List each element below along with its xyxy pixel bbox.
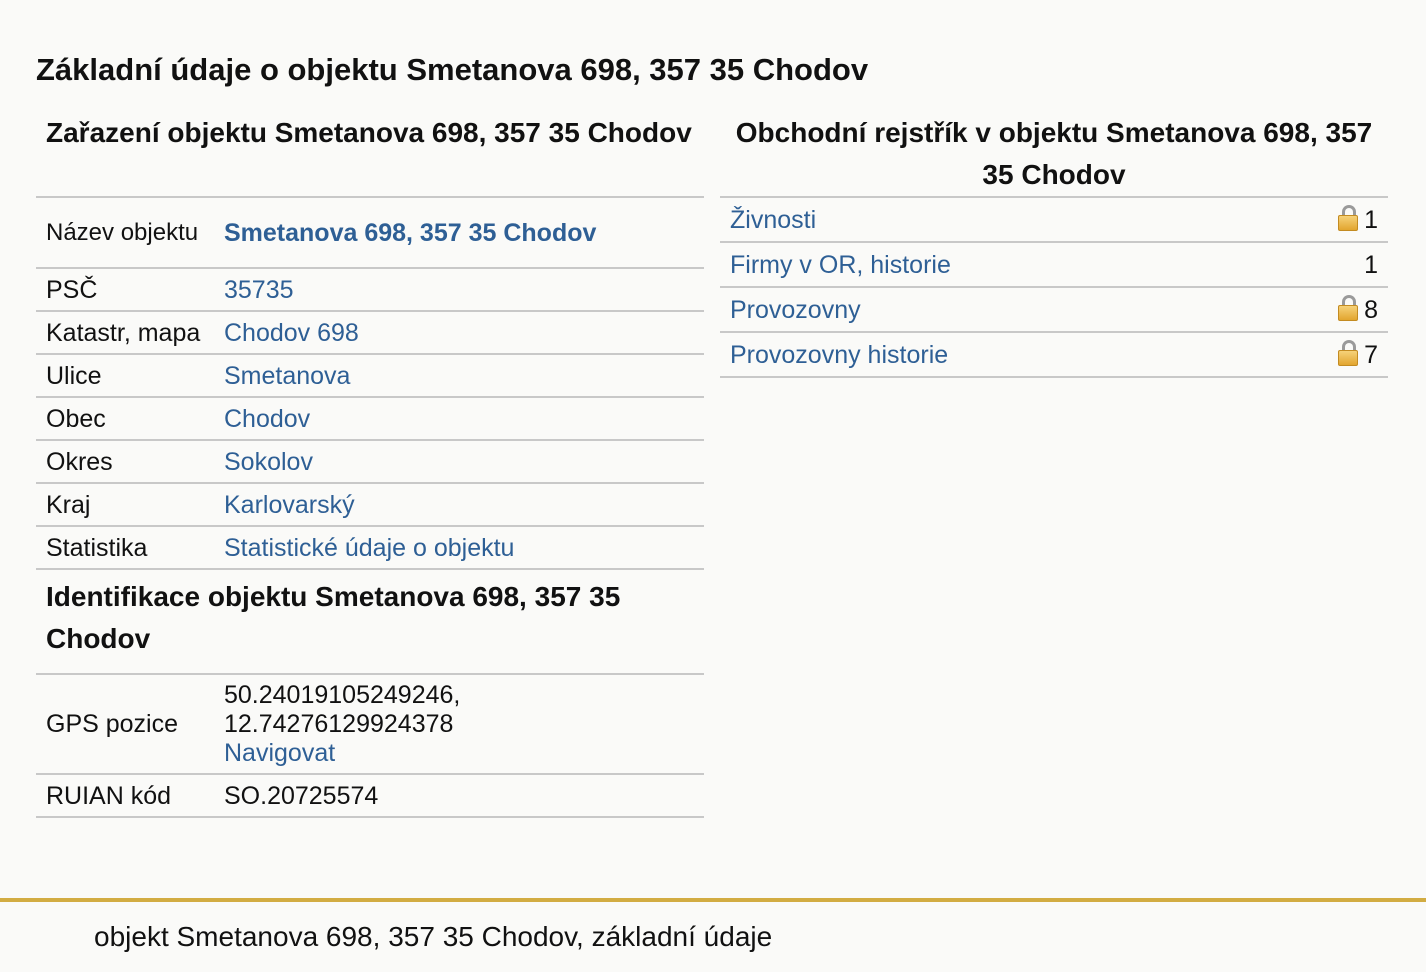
table-row (36, 268, 704, 311)
lock-icon (1338, 295, 1358, 321)
street-link[interactable]: Smetanova (224, 361, 351, 390)
gps-latitude: 50.24019105249246, (224, 680, 461, 709)
region-link[interactable]: Karlovarský (224, 490, 355, 519)
establishments-history-link[interactable]: Provozovny historie (730, 340, 949, 369)
row-label: Kraj (36, 483, 224, 526)
row-label: Obec (36, 397, 224, 440)
establishments-count: 8 (1364, 296, 1378, 324)
right-column (720, 112, 1388, 378)
row-label: GPS pozice (36, 674, 224, 774)
footer-text: objekt Smetanova 698, 357 35 Chodov, základní údaje (94, 921, 773, 952)
municipality-link[interactable]: Chodov (224, 404, 311, 433)
row-label: RUIAN kód (36, 774, 224, 817)
row-label: Okres (36, 440, 224, 483)
row-label: Katastr, mapa (36, 311, 224, 354)
trades-count: 1 (1364, 206, 1378, 234)
object-name-link[interactable]: Smetanova 698, 357 35 Chodov (224, 218, 597, 247)
left-column (36, 112, 704, 818)
footer-divider (0, 898, 1426, 902)
row-label: Ulice (36, 354, 224, 397)
navigate-link[interactable]: Navigovat (224, 738, 336, 767)
table-row (36, 674, 704, 774)
cadastre-map-link[interactable]: Chodov 698 (224, 318, 359, 347)
page-title: Základní údaje o objektu Smetanova 698, 357 35 Chodov (36, 52, 869, 87)
lock-icon (1338, 205, 1358, 231)
classification-table (36, 196, 704, 570)
gps-longitude: 12.74276129924378 (224, 709, 454, 738)
establishments-link[interactable]: Provozovny (730, 295, 861, 324)
postal-code-link[interactable]: 35735 (224, 275, 294, 304)
classification-title: Zařazení objektu Smetanova 698, 357 35 Chodov (46, 117, 692, 148)
ruian-code: SO.20725574 (224, 774, 704, 817)
row-label: PSČ (36, 268, 224, 311)
table-row (36, 354, 704, 397)
table-row (36, 526, 704, 569)
table-row (36, 397, 704, 440)
row-label: Název objektu (36, 197, 224, 268)
establishments-history-count: 7 (1364, 341, 1378, 369)
companies-history-link[interactable]: Firmy v OR, historie (730, 250, 951, 279)
table-row (36, 197, 704, 268)
table-row (36, 440, 704, 483)
identification-title: Identifikace objektu Smetanova 698, 357 35 Chodov (46, 581, 621, 654)
trades-link[interactable]: Živnosti (730, 205, 817, 234)
statistics-link[interactable]: Statistické údaje o objektu (224, 533, 515, 562)
companies-history-count: 1 (1364, 250, 1378, 279)
identification-section (36, 570, 704, 818)
table-row (720, 332, 1388, 377)
table-row (36, 483, 704, 526)
registry-table (720, 196, 1388, 378)
table-row (720, 287, 1388, 332)
lock-icon (1338, 340, 1358, 366)
table-row (720, 242, 1388, 287)
district-link[interactable]: Sokolov (224, 447, 313, 476)
table-row (36, 311, 704, 354)
registry-title: Obchodní rejstřík v objektu Smetanova 698, 357 35 Chodov (735, 117, 1373, 190)
table-row (720, 197, 1388, 242)
identification-table (36, 673, 704, 818)
row-label: Statistika (36, 526, 224, 569)
table-row (36, 774, 704, 817)
